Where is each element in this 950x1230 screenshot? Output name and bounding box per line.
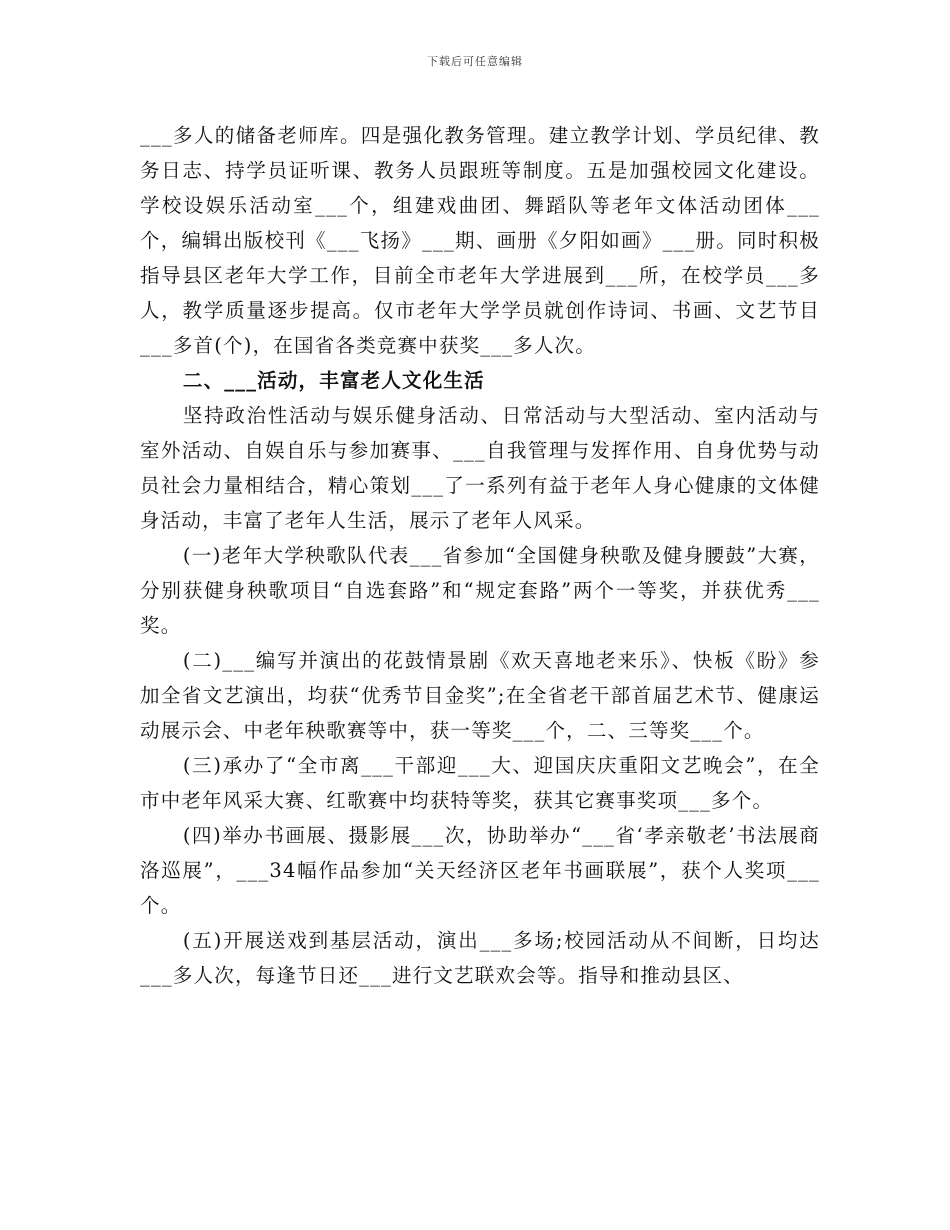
paragraph-2: 坚持政治性活动与娱乐健身活动、日常活动与大型活动、室内活动与室外活动、自娱自乐与参加赛事、___自我管理与发挥作用、自身优势与动员社会力量相结合，精心策划___了一系列有益于老年人身心健康的文体健身活动，丰富了老年人生活，展示了老年人风采。	[140, 404, 820, 532]
paragraph-item-5: (五)开展送戏到基层活动，演出___多场;校园活动从不间断，日均达___多人次，每逢节日还___进行文艺联欢会等。指导和推动县区、	[140, 929, 820, 987]
paragraph-item-2: (二)___编写并演出的花鼓情景剧《欢天喜地老来乐》、快板《盼》参加全省文艺演出，均获“优秀节目金奖”;在全省老干部首届艺术节、健康运动展示会、中老年秧歌赛等中，获一等奖___个，二、三等奖___个。	[140, 649, 820, 742]
document-body	[140, 118, 820, 993]
paragraph-item-3: (三)承办了“全市离___干部迎___大、迎国庆庆重阳文艺晚会”，在全市中老年风采大赛、红歌赛中均获特等奖，获其它赛事奖项___多个。	[140, 754, 820, 812]
page-header: 下载后可任意编辑	[427, 55, 523, 68]
paragraph-1: ___多人的储备老师库。四是强化教务管理。建立教学计划、学员纪律、教务日志、持学员证听课、教务人员跟班等制度。五是加强校园文化建设。学校设娱乐活动室___个，组建戏曲团、舞蹈队等老年文体活动团体___个，编辑出版校刊《___飞扬》___期、画册《夕阳如画》___册。同时积极指导县区老年大学工作，目前全市老年大学进展到___所，在校学员___多人，教学质量逐步提高。仅市老年大学学员就创作诗词、书画、文艺节目___多首(个)，在国省各类竞赛中获奖___多人次。	[140, 124, 820, 357]
paragraph-item-1: (一)老年大学秧歌队代表___省参加“全国健身秧歌及健身腰鼓”大赛，分别获健身秧歌项目“自选套路”和“规定套路”两个一等奖，并获优秀___奖。	[140, 544, 820, 637]
paragraph-item-4: (四)举办书画展、摄影展___次，协助举办“___省‘孝亲敬老’书法展商洛巡展”，___34幅作品参加“关天经济区老年书画联展”，获个人奖项___个。	[140, 824, 820, 917]
section-heading: 二、___活动，丰富老人文化生活	[182, 369, 485, 392]
